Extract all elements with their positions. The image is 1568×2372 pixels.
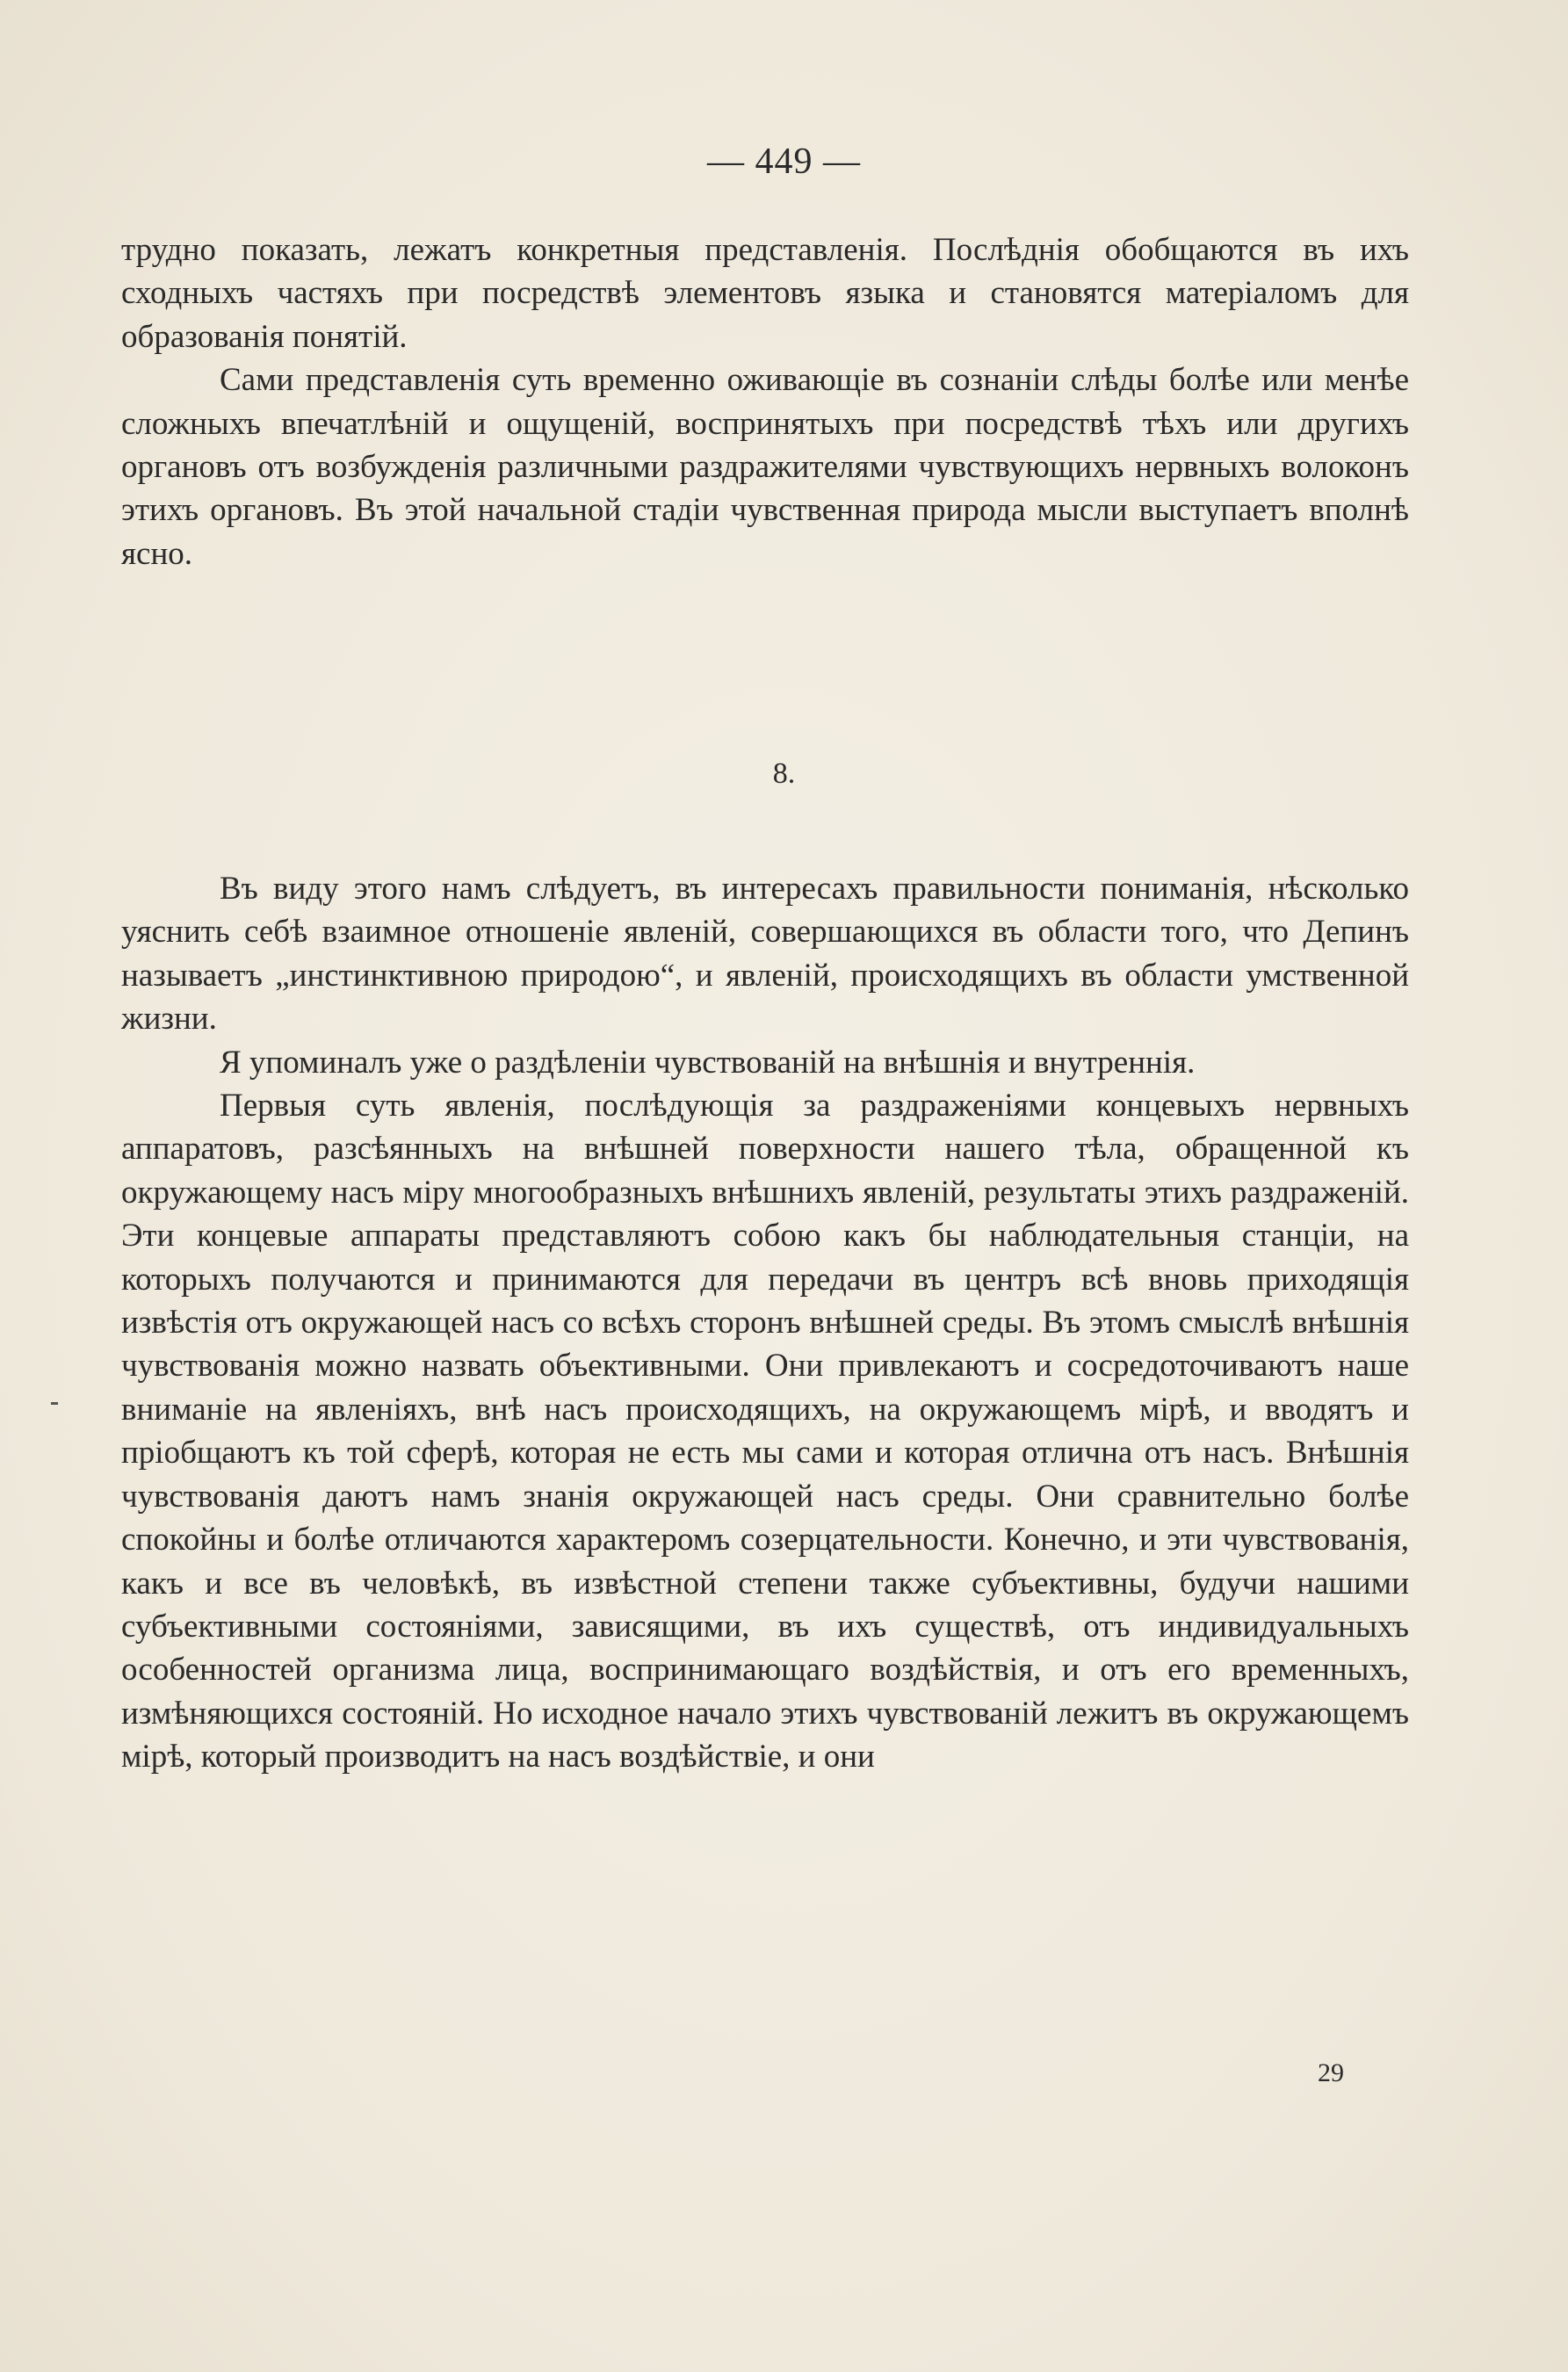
margin-mark [51, 1402, 58, 1405]
paragraph: Первыя суть явленія, послѣдующія за раздраженіями концевыхъ нервныхъ аппаратовъ, разсѣянныхъ на внѣшней поверхности нашего тѣла, обращенной къ окружающему насъ міру многообразныхъ внѣшнихъ явленій, результаты этихъ раздраженій. Эти концевые аппараты представляютъ собою какъ бы наблюдательныя станціи, на которыхъ получаются и принимаются для передачи въ центръ всѣ вновь приходящія извѣстія отъ окружающей насъ со всѣхъ сторонъ внѣшней среды. Въ этомъ смыслѣ внѣшнія чувствованія можно назвать объективными. Они привлекаютъ и сосредоточиваютъ наше вниманіе на явленіяхъ, внѣ насъ происходящихъ, на окружающемъ мірѣ, и вводятъ и пріобщаютъ къ той сферѣ, которая не есть мы сами и которая отлична отъ насъ. Внѣшнія чувствованія даютъ намъ знанія окружающей насъ среды. Они сравнительно болѣе спокойны и болѣе отличаются характеромъ созерцательности. Конечно, и эти чувствованія, какъ и все въ человѣкѣ, въ извѣстной степени также субъективны, будучи нашими субъективными состояніями, зависящими, въ ихъ существѣ, отъ индивидуальныхъ особенностей организма лица, воспринимающаго воздѣйствія, и отъ его временныхъ, измѣняющихся состояній. Но исходное начало этихъ чувствованій лежитъ въ окружающемъ мірѣ, который производитъ на насъ воздѣйствіе, и они [121, 1088, 1409, 1775]
text-block-bottom [121, 867, 1409, 1779]
page-number: — 449 — [707, 141, 861, 182]
signature-mark: 29 [1318, 2058, 1344, 2087]
section-number: 8. [772, 757, 796, 790]
paragraph: трудно показать, лежатъ конкретныя представленія. Послѣднія обобщаются въ ихъ сходныхъ частяхъ при посредствѣ элементовъ языка и становятся матеріаломъ для образованія понятій. [121, 232, 1409, 355]
paragraph: Въ виду этого намъ слѣдуетъ, въ интересахъ правильности пониманія, нѣсколько уяснить себѣ взаимное отношеніе явленій, совершающихся въ области того, что Депинъ называетъ „инстинктивною природою“, и явленій, происходящихъ въ области умственной жизни. [121, 871, 1409, 1038]
paragraph: Сами представленія суть временно оживающіе въ сознаніи слѣды болѣе или менѣе сложныхъ впечатлѣній и ощущеній, воспринятыхъ при посредствѣ тѣхъ или другихъ органовъ отъ возбужденія различными раздражителями чувствующихъ нервныхъ волоконъ этихъ органовъ. Въ этой начальной стадіи чувственная природа мысли выступаетъ вполнѣ ясно. [121, 362, 1409, 572]
text-block-top [121, 228, 1409, 575]
paragraph: Я упоминалъ уже о раздѣленіи чувствованій на внѣшнія и внутреннія. [220, 1044, 1196, 1081]
